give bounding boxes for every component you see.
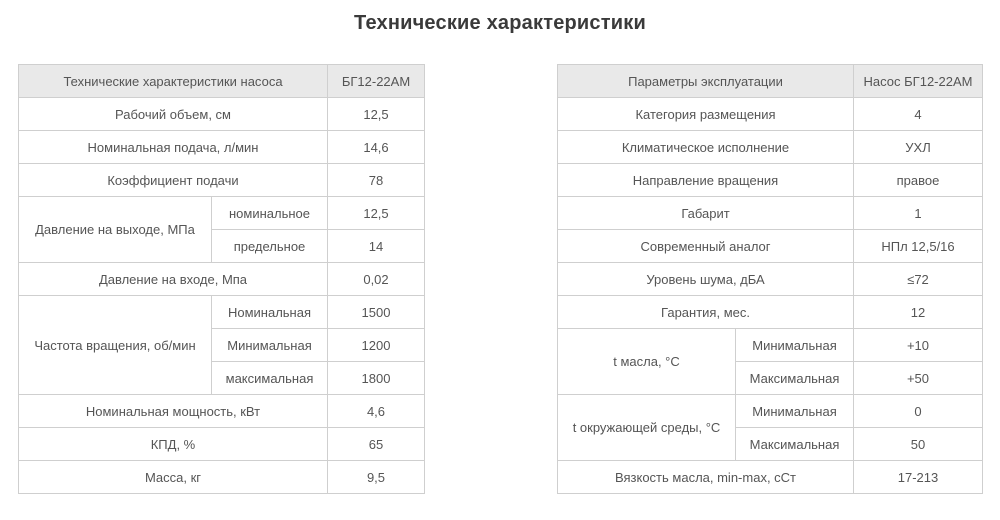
table-row: [19, 164, 425, 197]
param-value: 78: [328, 164, 425, 197]
param-label: Давление на выходе, МПа: [19, 197, 212, 263]
sub-param-label: Номинальная: [212, 296, 328, 329]
param-value: 14: [328, 230, 425, 263]
param-value: 14,6: [328, 131, 425, 164]
table-row: [19, 461, 425, 494]
table-row: [19, 197, 425, 230]
table-body: [558, 98, 983, 494]
param-value: 1800: [328, 362, 425, 395]
table-row: [19, 263, 425, 296]
param-value: 65: [328, 428, 425, 461]
param-label: Современный аналог: [558, 230, 854, 263]
param-label: Частота вращения, об/мин: [19, 296, 212, 395]
param-label: t окружающей среды, °С: [558, 395, 736, 461]
table-row: [558, 263, 983, 296]
header-value: Насос БГ12-22АМ: [854, 65, 983, 98]
table-row: [19, 131, 425, 164]
header-param: Технические характеристики насоса: [19, 65, 328, 98]
table-row: [558, 461, 983, 494]
param-value: 50: [854, 428, 983, 461]
param-value: 9,5: [328, 461, 425, 494]
param-label: Габарит: [558, 197, 854, 230]
table-row: [19, 395, 425, 428]
operating-params-table: [557, 64, 983, 494]
table-row: [558, 230, 983, 263]
param-label: Гарантия, мес.: [558, 296, 854, 329]
table-row: [558, 164, 983, 197]
param-label: Направление вращения: [558, 164, 854, 197]
param-label: Категория размещения: [558, 98, 854, 131]
header-value: БГ12-22АМ: [328, 65, 425, 98]
table-row: [558, 329, 983, 362]
header-param: Параметры эксплуатации: [558, 65, 854, 98]
table-row: [19, 428, 425, 461]
param-value: 12,5: [328, 197, 425, 230]
param-value: 12: [854, 296, 983, 329]
table-row: [558, 395, 983, 428]
param-label: Рабочий объем, см: [19, 98, 328, 131]
sub-param-label: Минимальная: [736, 395, 854, 428]
param-value: 1: [854, 197, 983, 230]
sub-param-label: максимальная: [212, 362, 328, 395]
table-row: [558, 98, 983, 131]
param-value: правое: [854, 164, 983, 197]
sub-param-label: Минимальная: [736, 329, 854, 362]
sub-param-label: Минимальная: [212, 329, 328, 362]
sub-param-label: предельное: [212, 230, 328, 263]
param-value: +10: [854, 329, 983, 362]
param-label: Вязкость масла, min-max, сСт: [558, 461, 854, 494]
header-row: [558, 65, 983, 98]
param-value: 17-213: [854, 461, 983, 494]
param-label: Климатическое исполнение: [558, 131, 854, 164]
table-row: [19, 98, 425, 131]
sub-param-label: Максимальная: [736, 362, 854, 395]
param-value: 0,02: [328, 263, 425, 296]
param-value: +50: [854, 362, 983, 395]
param-label: Давление на входе, Мпа: [19, 263, 328, 296]
param-value: 4: [854, 98, 983, 131]
table-row: [19, 296, 425, 329]
sub-param-label: Максимальная: [736, 428, 854, 461]
param-value: 1500: [328, 296, 425, 329]
param-value: 1200: [328, 329, 425, 362]
param-value: НПл 12,5/16: [854, 230, 983, 263]
table-row: [558, 131, 983, 164]
param-value: 0: [854, 395, 983, 428]
param-value: 12,5: [328, 98, 425, 131]
param-value: ≤72: [854, 263, 983, 296]
param-label: Уровень шума, дБА: [558, 263, 854, 296]
table-row: [558, 296, 983, 329]
header-row: [19, 65, 425, 98]
pump-specs-table: [18, 64, 425, 494]
param-label: t масла, °С: [558, 329, 736, 395]
table-body: [19, 98, 425, 494]
page-title: Технические характеристики: [354, 12, 646, 34]
param-label: Коэффициент подачи: [19, 164, 328, 197]
param-label: Масса, кг: [19, 461, 328, 494]
param-value: УХЛ: [854, 131, 983, 164]
param-label: Номинальная мощность, кВт: [19, 395, 328, 428]
param-value: 4,6: [328, 395, 425, 428]
sub-param-label: номинальное: [212, 197, 328, 230]
param-label: КПД, %: [19, 428, 328, 461]
param-label: Номинальная подача, л/мин: [19, 131, 328, 164]
table-row: [558, 197, 983, 230]
